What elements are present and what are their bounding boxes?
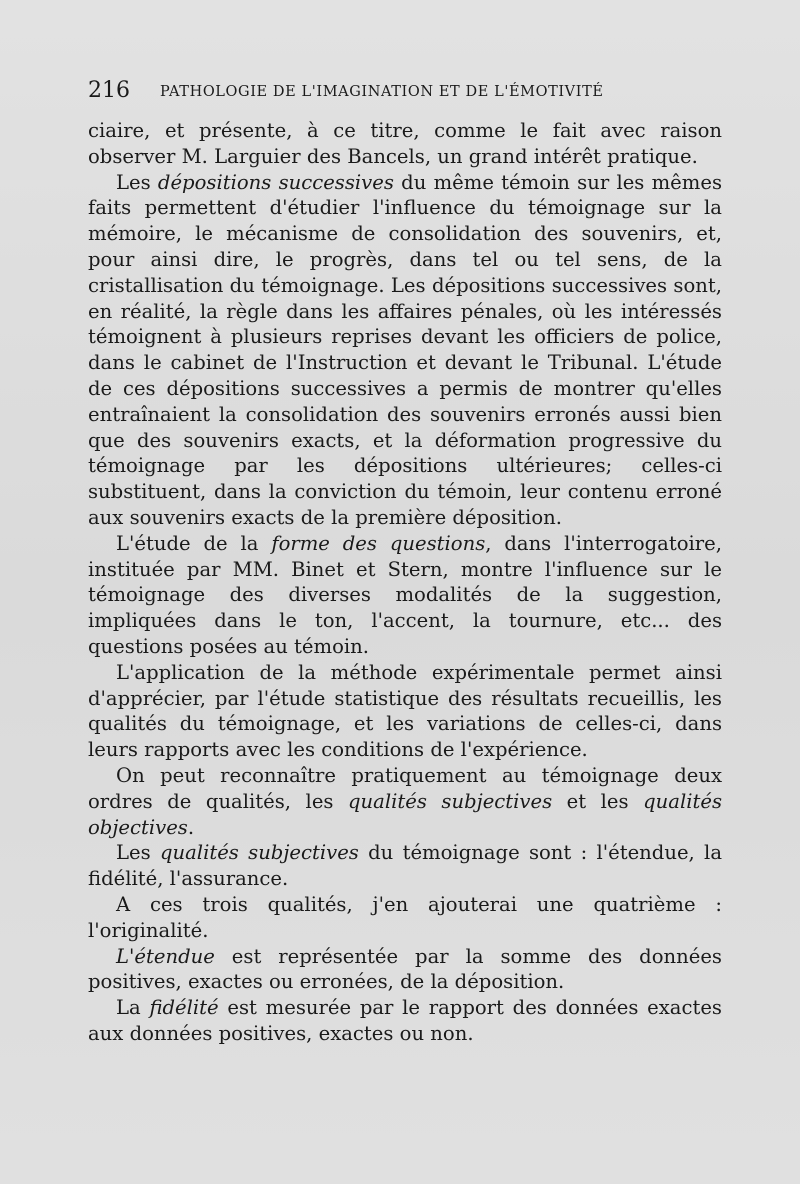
text-run: Les bbox=[116, 841, 160, 865]
paragraph bbox=[88, 763, 722, 840]
italic-term: fidélité bbox=[149, 996, 219, 1020]
paragraph bbox=[88, 170, 722, 531]
text-run: A ces trois qualités, j'en ajouterai une quatrième : l'originalité. bbox=[88, 892, 722, 942]
text-run: La bbox=[116, 996, 150, 1020]
text-run: Les bbox=[116, 170, 158, 194]
text-run: ciaire, et présente, à ce titre, comme le fait avec raison observer M. Larguier des Bancels, un grand intérêt pratique. bbox=[88, 119, 722, 168]
text-run: On peut reconnaître pratiquement au témoignage deux ordres de qualités, les bbox=[88, 763, 722, 813]
body-text bbox=[88, 118, 722, 1047]
paragraph bbox=[88, 892, 722, 944]
italic-term: forme des questions bbox=[271, 531, 486, 555]
italic-term: qualités objectives bbox=[88, 789, 723, 839]
paragraph bbox=[88, 118, 722, 170]
text-run: , dans l'interrogatoire, instituée par MM. Binet et Stern, montre l'influence sur le témoignage des diverses modalités de la suggestion, impliquées dans le ton, l'accent, la tournure, etc... des questions posées au témoin. bbox=[88, 531, 722, 658]
paragraph bbox=[88, 944, 722, 996]
paragraph bbox=[88, 840, 722, 892]
italic-term: qualités subjectives bbox=[159, 841, 359, 865]
italic-term: dépositions successives bbox=[157, 170, 394, 194]
paragraph bbox=[88, 660, 722, 763]
paragraph bbox=[88, 995, 722, 1047]
paragraph bbox=[88, 531, 722, 660]
text-run: L'application de la méthode expérimentale permet ainsi d'apprécier, par l'étude statistique des résultats recueillis, les qualités du témoignage, et les variations de celles-ci, dans leurs rapports avec les conditions de l'expérience. bbox=[88, 660, 722, 762]
text-run: et les bbox=[552, 789, 644, 813]
text-run: est mesurée par le rapport des données exactes aux données positives, exactes ou non. bbox=[88, 996, 722, 1045]
text-run: est représentée par la somme des données positives, exactes ou erronées, de la déposition. bbox=[88, 944, 722, 994]
text-run: . bbox=[187, 815, 195, 839]
text-run: du témoignage sont : l'étendue, la fidélité, l'assurance. bbox=[88, 841, 723, 891]
page-number: 216 bbox=[88, 78, 130, 103]
text-run: L'étude de la bbox=[116, 531, 272, 555]
text-run: du même témoin sur les mêmes faits permettent d'étudier l'influence du témoignage sur la mémoire, le mécanisme de consolidation des souvenirs, et, pour ainsi dire, le progrès, dans tel ou tel sens, de la cristallisation du témoignage. Les dépositions successives sont, en réalité, la règle dans les affaires pénales, où les intéressés témoignent à plusieurs reprises devant les officiers de police, dans le cabinet de l'Instruction et devant le Tribunal. L'étude de ces dépositions successives a permis de montrer qu'elles entraînaient la consolidation des souvenirs erronés aussi bien que des souvenirs exacts, et la déformation progressive du témoignage par les dépositions ultérieures; celles-ci substituent, dans la conviction du témoin, leur contenu erroné aux souvenirs exacts de la première déposition. bbox=[88, 170, 723, 529]
running-head-title: PATHOLOGIE DE L'IMAGINATION ET DE L'ÉMOTIVITÉ bbox=[160, 84, 604, 100]
italic-term: L'étendue bbox=[116, 944, 215, 968]
running-head bbox=[88, 78, 708, 108]
italic-term: qualités subjectives bbox=[348, 789, 553, 813]
